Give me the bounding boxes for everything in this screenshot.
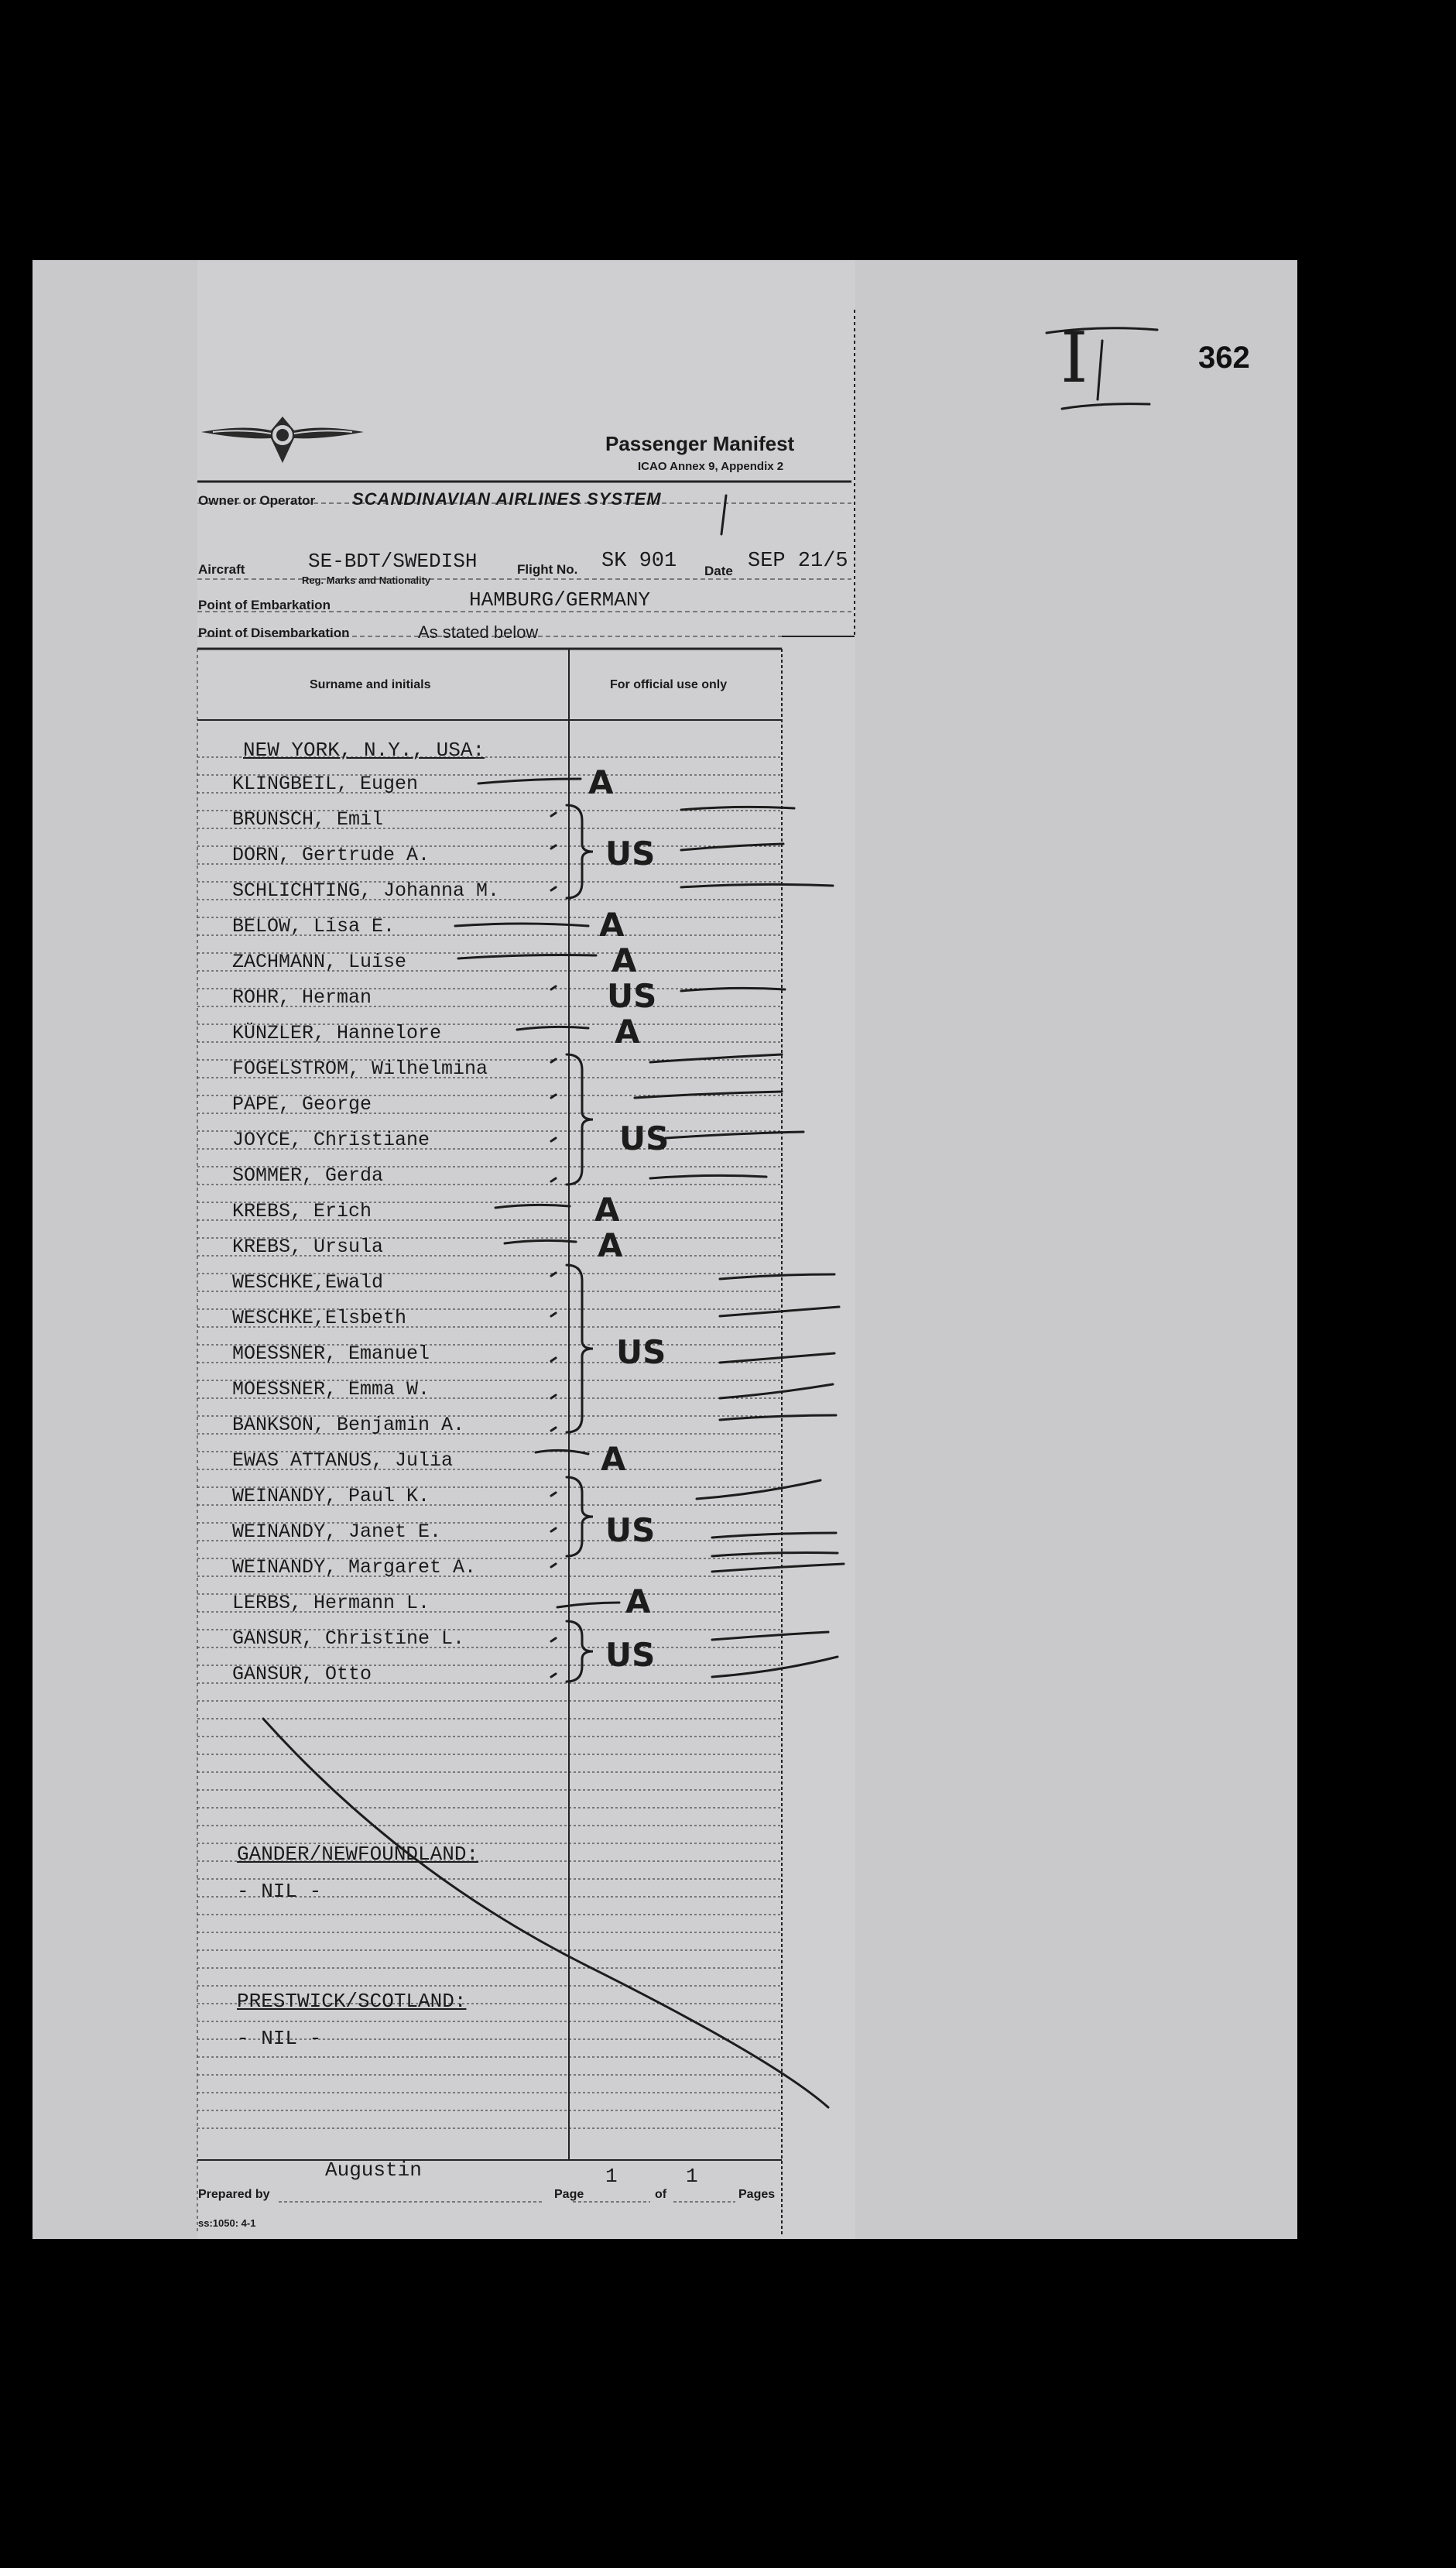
tick-mark	[551, 1178, 556, 1181]
annotation-mark: A	[599, 906, 625, 944]
pages-label: Pages	[738, 2188, 776, 2201]
passenger-name: ROHR, Herman	[232, 986, 372, 1009]
passenger-name: SOMMER, Gerda	[232, 1164, 384, 1187]
tick-mark	[551, 1564, 556, 1567]
page-label: Page	[554, 2188, 584, 2201]
passenger-name: WEINANDY, Paul K.	[232, 1485, 430, 1507]
owner-label: Owner or Operator	[198, 493, 316, 508]
passenger-name: EWAS ATTANUS, Julia	[232, 1449, 454, 1472]
pen-stroke	[536, 1450, 588, 1454]
pen-stroke	[720, 1384, 833, 1398]
pen-stroke	[712, 1553, 838, 1557]
roman-mark-stroke	[1047, 328, 1157, 333]
pen-stroke	[635, 1092, 782, 1098]
passenger-name: GANSUR, Christine L.	[232, 1627, 465, 1650]
pen-stroke	[478, 779, 581, 783]
passenger-name: BRUNSCH, Emil	[232, 808, 384, 831]
tick-mark	[551, 1638, 556, 1641]
annotation-mark: US	[607, 977, 657, 1015]
pen-stroke	[712, 1657, 838, 1677]
page-number: 362	[1198, 341, 1250, 375]
tick-mark	[551, 887, 556, 890]
tick-mark	[551, 1428, 556, 1431]
pen-stroke	[712, 1632, 828, 1640]
passenger-name: WEINANDY, Janet E.	[232, 1521, 442, 1543]
annotation-mark: US	[605, 835, 656, 873]
date-label: Date	[704, 564, 733, 578]
passenger-name: WEINANDY, Margaret A.	[232, 1556, 477, 1579]
pen-stroke	[681, 807, 794, 810]
tick-mark	[551, 1674, 556, 1677]
tick-mark	[551, 1395, 556, 1398]
of-value: 1	[686, 2165, 698, 2188]
passenger-name: PAPE, George	[232, 1093, 372, 1116]
passenger-name: MOESSNER, Emma W.	[232, 1378, 430, 1401]
passenger-name: BANKSON, Benjamin A.	[232, 1414, 465, 1436]
annotation-mark: US	[616, 1333, 666, 1371]
stop-value-prestwick: - NIL -	[237, 2027, 322, 2050]
pen-stroke	[720, 1353, 834, 1363]
annotation-mark: US	[605, 1511, 656, 1549]
prepared-by-label: Prepared by	[198, 2188, 270, 2201]
embarkation-value: HAMBURG/GERMANY	[469, 588, 651, 612]
passenger-name: MOESSNER, Emanuel	[232, 1342, 430, 1365]
pen-stroke	[720, 1307, 839, 1316]
passenger-name: BELOW, Lisa E.	[232, 915, 396, 938]
tick-mark	[551, 1358, 556, 1361]
pen-stroke	[720, 1274, 834, 1279]
tick-mark	[551, 813, 556, 816]
bracket	[567, 805, 593, 898]
stop-value-gander: - NIL -	[237, 1880, 322, 1903]
passenger-name: KLINGBEIL, Eugen	[232, 773, 419, 795]
pen-stroke	[505, 1240, 576, 1243]
annotation-mark: A	[615, 1013, 640, 1051]
passenger-name: ZACHMANN, Luise	[232, 951, 407, 973]
pen-stroke	[666, 1132, 803, 1138]
pen-stroke	[681, 988, 785, 991]
aircraft-sublabel: Reg. Marks and Nationality	[302, 574, 431, 586]
passenger-name: WESCHKE,Ewald	[232, 1271, 384, 1294]
flight-value: SK 901	[601, 550, 677, 573]
tick-mark	[551, 1138, 556, 1141]
roman-mark-stroke	[1098, 341, 1102, 399]
column-header-official: For official use only	[610, 678, 728, 691]
passenger-name: GANSUR, Otto	[232, 1663, 372, 1685]
date-value: SEP 21/5	[748, 550, 848, 573]
bracket	[567, 1054, 593, 1185]
pen-stroke	[697, 1480, 820, 1499]
roman-mark-stroke	[1062, 404, 1149, 409]
passenger-name: KÜNZLER, Hannelore	[232, 1022, 442, 1044]
annotation-mark: A	[625, 1582, 651, 1620]
passenger-name: DORN, Gertrude A.	[232, 844, 430, 866]
column-header-names: Surname and initials	[310, 678, 431, 691]
of-label: of	[655, 2188, 667, 2201]
disembarkation-label: Point of Disembarkation	[198, 626, 350, 640]
prepared-by-value: Augustin	[325, 2158, 422, 2182]
passenger-name: SCHLICHTING, Johanna M.	[232, 879, 500, 902]
owner-value: SCANDINAVIAN AIRLINES SYSTEM	[352, 489, 662, 509]
owner-tick	[721, 495, 726, 534]
pen-stroke	[712, 1564, 844, 1572]
passenger-name: KREBS, Erich	[232, 1200, 372, 1222]
roman-mark: I	[1060, 317, 1088, 399]
pen-stroke	[650, 1054, 782, 1062]
pen-stroke	[681, 844, 783, 850]
pen-stroke	[517, 1027, 588, 1030]
pen-stroke	[557, 1603, 619, 1607]
pen-stroke	[458, 955, 596, 959]
tick-mark	[551, 1493, 556, 1496]
pen-stroke	[681, 884, 833, 887]
pen-stroke	[650, 1175, 766, 1178]
stop-name-prestwick: PRESTWICK/SCOTLAND:	[237, 1990, 467, 2013]
passenger-name: FOGELSTROM, Wilhelmina	[232, 1058, 488, 1080]
pen-stroke	[455, 924, 588, 926]
tick-mark	[551, 1313, 556, 1316]
annotation-mark: US	[619, 1119, 670, 1157]
annotation-mark: US	[605, 1636, 656, 1674]
annotation-mark: A	[612, 941, 637, 979]
bracket	[567, 1265, 593, 1432]
annotation-mark: A	[588, 763, 614, 801]
embarkation-label: Point of Embarkation	[198, 598, 331, 612]
page-value: 1	[605, 2165, 618, 2188]
form-code: ss:1050: 4-1	[198, 2217, 256, 2229]
aircraft-label: Aircraft	[198, 562, 245, 577]
pen-stroke	[495, 1205, 570, 1208]
annotation-mark: A	[598, 1226, 623, 1264]
passenger-name: JOYCE, Christiane	[232, 1129, 430, 1151]
pen-stroke	[712, 1533, 836, 1538]
form-subtitle: ICAO Annex 9, Appendix 2	[638, 460, 784, 473]
tick-mark	[551, 1528, 556, 1531]
passenger-name: KREBS, Ursula	[232, 1236, 384, 1258]
passenger-name: WESCHKE,Elsbeth	[232, 1307, 407, 1329]
passenger-name: LERBS, Hermann L.	[232, 1592, 430, 1614]
bracket	[567, 1621, 593, 1682]
stop-name-gander: GANDER/NEWFOUNDLAND:	[237, 1843, 479, 1866]
aircraft-value: SE-BDT/SWEDISH	[308, 550, 478, 573]
cancel-stroke	[263, 1719, 828, 2107]
disembarkation-value: As stated below	[418, 622, 539, 642]
flight-label: Flight No.	[517, 562, 578, 577]
annotation-mark: A	[594, 1191, 620, 1229]
annotation-mark: A	[601, 1440, 626, 1478]
form-title: Passenger Manifest	[605, 432, 795, 455]
bracket	[567, 1477, 593, 1556]
destination-header: NEW YORK, N.Y., USA:	[243, 739, 485, 762]
